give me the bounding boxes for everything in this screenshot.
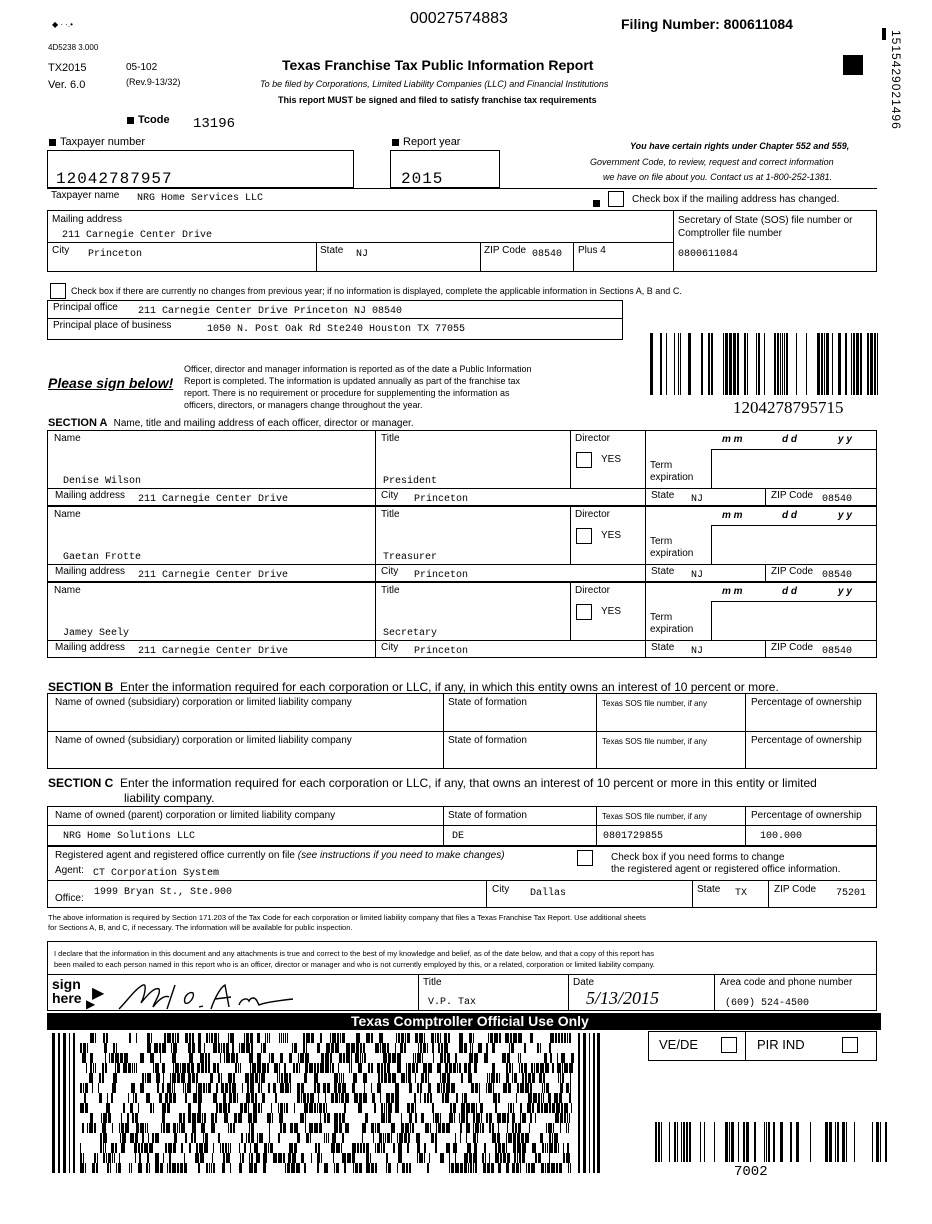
- owned-label-2: Name of owned (subsidiary) corporation or limited liability company: [55, 735, 352, 746]
- parent-sos-value[interactable]: 0801729855: [603, 831, 664, 842]
- mailing-changed-label: Check box if the mailing address has changed.: [632, 194, 840, 205]
- officer-term-label: Term: [650, 460, 673, 471]
- sign-title-label: Title: [423, 977, 442, 988]
- officer-director-checkbox[interactable]: [576, 452, 592, 468]
- officer-title-value[interactable]: President: [383, 476, 438, 487]
- agent-city-value[interactable]: Dallas: [530, 888, 567, 899]
- mailing-changed-marker: [593, 200, 600, 207]
- agent-label: Agent:: [55, 865, 84, 876]
- agent-state-label: State: [697, 884, 721, 895]
- officer-state-value[interactable]: NJ: [691, 646, 704, 657]
- principal-office-value[interactable]: 211 Carnegie Center Drive Princeton NJ 08540: [138, 306, 403, 317]
- officer-name-label: Name: [54, 585, 81, 596]
- report-year-value[interactable]: 2015: [401, 170, 444, 188]
- pirind-label: PIR IND: [757, 1037, 805, 1052]
- state-value[interactable]: NJ: [356, 249, 369, 260]
- form-id: TX2015: [48, 62, 87, 74]
- sign-title-value[interactable]: V.P. Tax: [428, 997, 477, 1008]
- barcode-1-number: 1204278795715: [733, 398, 844, 417]
- taxpayer-name-value[interactable]: NRG Home Services LLC: [137, 193, 264, 204]
- must-sign-text: This report MUST be signed and filed to satisfy franchise tax requirements: [278, 95, 597, 105]
- sign-date-value[interactable]: 5/13/2015: [586, 988, 660, 1008]
- section-c-heading: SECTION C Enter the information required for each corporation or LLC, if any, that owns an interest of 10 percent or more in this entity or limited: [48, 776, 817, 790]
- zip-value[interactable]: 08540: [532, 249, 563, 260]
- officer-director-checkbox[interactable]: [576, 528, 592, 544]
- please-sign-text: Please sign below!: [48, 375, 174, 391]
- agent-check-label-1: Check box if you need forms to change: [611, 852, 785, 863]
- officer-state-label: State: [651, 642, 675, 653]
- official-banner-text: Texas Comptroller Official Use Only: [351, 1013, 589, 1029]
- rights-text-1: You have certain rights under Chapter 552 and 559,: [630, 141, 850, 151]
- parent-pct-value[interactable]: 100.000: [760, 831, 803, 842]
- officer-state-value[interactable]: NJ: [691, 570, 704, 581]
- officer-expiration-label: expiration: [650, 548, 694, 559]
- principal-place-label: Principal place of business: [53, 320, 172, 331]
- officer-mailing-value[interactable]: 211 Carnegie Center Drive: [138, 570, 289, 581]
- officer-director-label: Director: [575, 509, 611, 520]
- officer-title-value[interactable]: Secretary: [383, 628, 438, 639]
- sos-label-1: Secretary of State (SOS) file number or: [678, 215, 853, 226]
- sos-label-2: Comptroller file number: [678, 228, 782, 239]
- officer-mailing-label: Mailing address: [55, 566, 126, 577]
- rights-text-3: we have on file about you. Contact us at 1-800-252-1381.: [603, 172, 833, 182]
- agent-city-label: City: [492, 884, 510, 895]
- officer-director-label: Director: [575, 433, 611, 444]
- officer-zip-value[interactable]: 08540: [822, 570, 853, 581]
- officer-director-checkbox[interactable]: [576, 604, 592, 620]
- officer-city-value[interactable]: Princeton: [414, 494, 469, 505]
- phone-value[interactable]: (609) 524-4500: [725, 998, 810, 1009]
- officer-name-value[interactable]: Denise Wilson: [63, 476, 142, 487]
- corner-mark: [882, 28, 886, 40]
- office-label: Office:: [55, 893, 84, 904]
- parent-state-value[interactable]: DE: [452, 831, 465, 842]
- city-label: City: [52, 245, 70, 256]
- officer-zip-value[interactable]: 08540: [822, 646, 853, 657]
- officer-mm-label: m m: [722, 434, 743, 445]
- owned-sos-label-2: Texas SOS file number, if any: [602, 737, 707, 746]
- officer-dd-label: d d: [782, 586, 797, 597]
- barcode-2: [645, 1122, 888, 1162]
- sign-arrow-icon: ▶: [92, 985, 105, 1002]
- taxpayer-name-label: Taxpayer name: [51, 190, 120, 201]
- section-c-heading-2: liability company.: [124, 791, 215, 805]
- owned-sos-label-1: Texas SOS file number, if any: [602, 699, 707, 708]
- phone-label: Area code and phone number: [720, 977, 853, 988]
- parent-value[interactable]: NRG Home Solutions LLC: [63, 831, 196, 842]
- officer-city-value[interactable]: Princeton: [414, 570, 469, 581]
- officer-mailing-value[interactable]: 211 Carnegie Center Drive: [138, 494, 289, 505]
- zip-label: ZIP Code: [484, 245, 527, 256]
- form-revision: (Rev.9-13/32): [126, 77, 181, 87]
- form-subtitle: To be filed by Corporations, Limited Liability Companies (LLC) and Financial Institutions: [260, 79, 609, 89]
- officer-title-value[interactable]: Treasurer: [383, 552, 438, 563]
- vede-checkbox[interactable]: [721, 1037, 737, 1053]
- tcode-value: 13196: [193, 116, 236, 132]
- signature-scribble[interactable]: [115, 979, 295, 1013]
- officer-name-value[interactable]: Gaetan Frotte: [63, 552, 142, 563]
- officer-zip-label: ZIP Code: [771, 642, 814, 653]
- officer-state-value[interactable]: NJ: [691, 494, 704, 505]
- mailing-address-label: Mailing address: [52, 214, 123, 225]
- officer-mm-label: m m: [722, 586, 743, 597]
- officer-dd-label: d d: [782, 434, 797, 445]
- vede-label: VE/DE: [659, 1037, 699, 1052]
- officer-mailing-label: Mailing address: [55, 490, 126, 501]
- officer-director-label: Director: [575, 585, 611, 596]
- mailing-address-value[interactable]: 211 Carnegie Center Drive: [62, 230, 213, 241]
- agent-zip-value[interactable]: 75201: [836, 888, 867, 899]
- section-a-heading: SECTION A Name, title and mailing address of each officer, director or manager.: [48, 417, 414, 429]
- officer-state-label: State: [651, 490, 675, 501]
- officer-yes-label: YES: [601, 454, 622, 465]
- agent-zip-label: ZIP Code: [774, 884, 817, 895]
- officer-yes-label: YES: [601, 606, 622, 617]
- required-notice: The above information is required by Section 171.203 of the Tax Code for each corporation or limited liability company that files a Texas Franchise Tax Report. Use additional sheets for Sections A, B, and C, if necessary. The information will be available for public inspection.: [48, 913, 646, 932]
- parent-sos-label: Texas SOS file number, if any: [602, 812, 707, 821]
- barcode-2-number: 7002: [734, 1164, 768, 1180]
- barcode-1: [650, 333, 878, 395]
- officer-city-label: City: [381, 490, 399, 501]
- doc-code: 4D5238 3.000: [48, 43, 99, 52]
- officer-mailing-value[interactable]: 211 Carnegie Center Drive: [138, 646, 289, 657]
- declaration-text: I declare that the information in this document and any attachments is true and correct to the best of my knowledge and belief, as of the date below, and that a copy of this report has been mailed to each person named in this report who is an officer, director or manager and who is not currently employed by this, or a related, corporation or limited liability company.: [54, 949, 655, 969]
- officer-zip-label: ZIP Code: [771, 490, 814, 501]
- officer-yy-label: y y: [838, 586, 852, 597]
- pdf417-barcode: [52, 1033, 600, 1173]
- officer-title-label: Title: [381, 585, 400, 596]
- filing-number: Filing Number: 800611084: [621, 16, 793, 32]
- taxpayer-number-label: Taxpayer number: [49, 136, 145, 148]
- officer-state-label: State: [651, 566, 675, 577]
- owned-state-label-2: State of formation: [448, 735, 527, 746]
- office-value[interactable]: 1999 Bryan St., Ste.900: [94, 887, 233, 898]
- owned-pct-label-1: Percentage of ownership: [751, 697, 862, 708]
- sos-value[interactable]: 0800611084: [678, 249, 739, 260]
- tcode-label: Tcode: [127, 114, 170, 126]
- side-number: 1515429021496: [889, 30, 903, 130]
- parent-state-label: State of formation: [448, 810, 527, 821]
- agent-change-checkbox[interactable]: [577, 850, 593, 866]
- owned-pct-label-2: Percentage of ownership: [751, 735, 862, 746]
- officer-name-label: Name: [54, 509, 81, 520]
- agent-check-label-2: the registered agent or registered office information.: [611, 864, 841, 875]
- form-title: Texas Franchise Tax Public Information Report: [282, 57, 594, 73]
- principal-place-value[interactable]: 1050 N. Post Oak Rd Ste240 Houston TX 77055: [207, 324, 466, 335]
- section-b-heading: SECTION B Enter the information required for each corporation or LLC, if any, in which this entity owns an interest of 10 percent or more.: [48, 680, 779, 694]
- owned-state-label-1: State of formation: [448, 697, 527, 708]
- officer-mailing-label: Mailing address: [55, 642, 126, 653]
- sign-here-label: sign here: [52, 976, 82, 1006]
- agent-value[interactable]: CT Corporation System: [93, 868, 220, 879]
- officer-city-value[interactable]: Princeton: [414, 646, 469, 657]
- scan-mark: ◆ · ·.•: [52, 20, 73, 29]
- officer-name-label: Name: [54, 433, 81, 444]
- officer-yy-label: y y: [838, 510, 852, 521]
- parent-pct-label: Percentage of ownership: [751, 810, 862, 821]
- no-changes-label: Check box if there are currently no changes from previous year; if no information is displayed, complete the applicable information in Sections A, B and C.: [71, 286, 682, 296]
- city-value[interactable]: Princeton: [88, 249, 143, 260]
- rights-text-2: Government Code, to review, request and correct information: [590, 157, 834, 167]
- no-changes-checkbox[interactable]: [50, 283, 66, 299]
- officer-zip-label: ZIP Code: [771, 566, 814, 577]
- officer-term-label: Term: [650, 536, 673, 547]
- principal-office-label: Principal office: [53, 302, 118, 313]
- officer-title-label: Title: [381, 433, 400, 444]
- officer-term-label: Term: [650, 612, 673, 623]
- mailing-changed-checkbox[interactable]: [608, 191, 624, 207]
- sign-date-label: Date: [573, 977, 595, 988]
- officer-zip-value[interactable]: 08540: [822, 494, 853, 505]
- officer-yy-label: y y: [838, 434, 852, 445]
- agent-state-value[interactable]: TX: [735, 888, 748, 899]
- officer-dd-label: d d: [782, 510, 797, 521]
- officer-city-label: City: [381, 566, 399, 577]
- black-square: [843, 55, 863, 75]
- owned-label-1: Name of owned (subsidiary) corporation or limited liability company: [55, 697, 352, 708]
- officer-notice: Officer, director and manager information is reported as of the date a Public Information Report is completed. The information is updated annually as part of the franchise tax report. There is no requirement or procedure for supplementing the information as officers, directors, or managers change throughout the year.: [184, 364, 532, 410]
- form-number: 05-102: [126, 62, 158, 73]
- officer-yes-label: YES: [601, 530, 622, 541]
- here-arrow-icon: ▶: [86, 997, 96, 1011]
- officer-expiration-label: expiration: [650, 624, 694, 635]
- officer-city-label: City: [381, 642, 399, 653]
- officer-mm-label: m m: [722, 510, 743, 521]
- parent-label: Name of owned (parent) corporation or limited liability company: [55, 810, 336, 821]
- form-version: Ver. 6.0: [48, 79, 86, 91]
- pirind-checkbox[interactable]: [842, 1037, 858, 1053]
- plus4-label: Plus 4: [578, 245, 606, 256]
- state-label: State: [320, 245, 344, 256]
- agent-heading: Registered agent and registered office currently on file (see instructions if you need to make changes): [55, 850, 505, 861]
- officer-title-label: Title: [381, 509, 400, 520]
- report-year-label: Report year: [392, 136, 460, 148]
- officer-name-value[interactable]: Jamey Seely: [63, 628, 130, 639]
- officer-expiration-label: expiration: [650, 472, 694, 483]
- taxpayer-number-value[interactable]: 12042787957: [56, 170, 173, 188]
- doc-number: 00027574883: [410, 10, 508, 27]
